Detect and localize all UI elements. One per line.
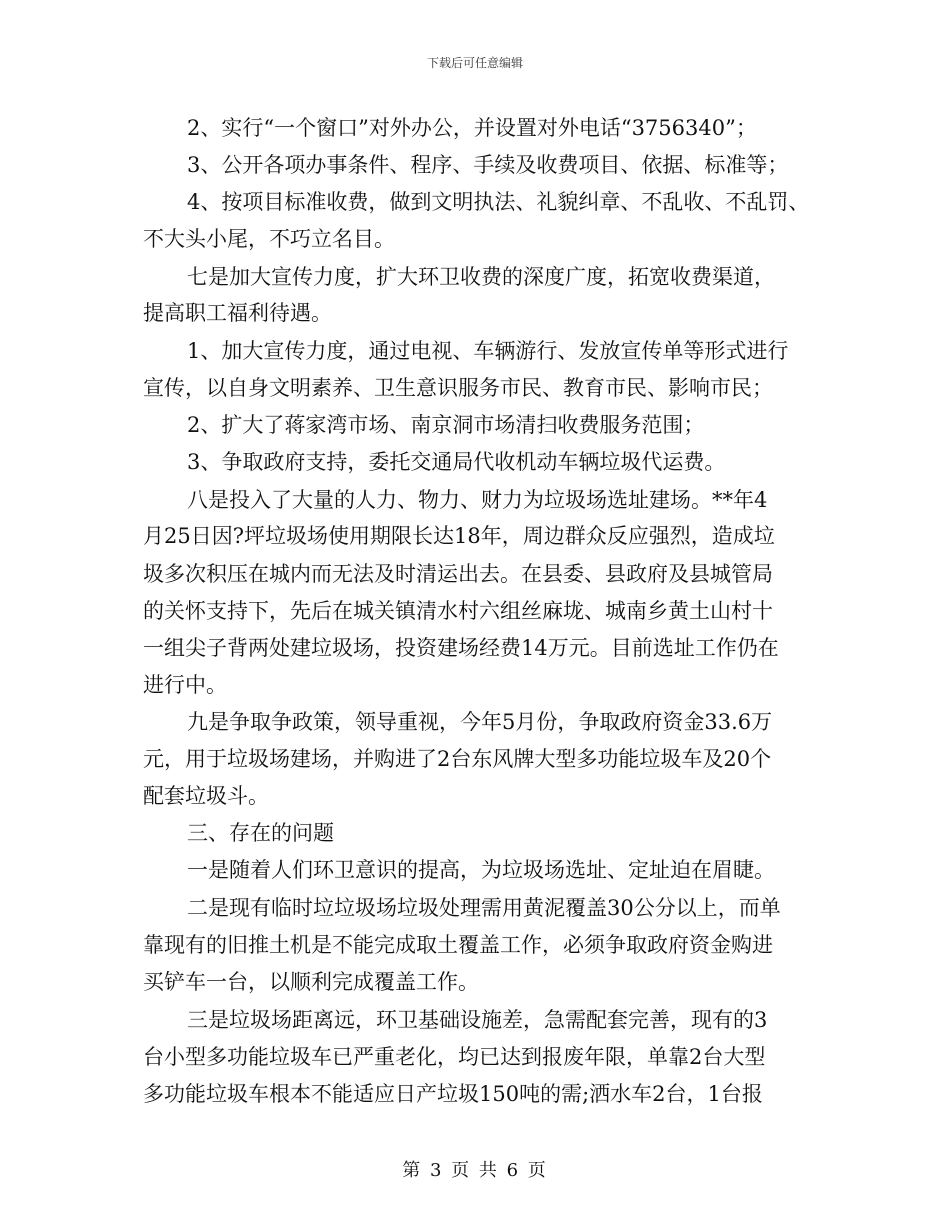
paragraph-line: 二是现有临时垃垃圾场垃圾处理需用黄泥覆盖30公分以上，而单 [187,896,781,920]
paragraph-line: 七是加大宣传力度，扩大环卫收费的深度广度，拓宽收费渠道， [187,265,775,289]
paragraph-line: 2、扩大了蒋家湾市场、南京洞市场清扫收费服务范围； [187,413,705,437]
paragraph-line: 买铲车一台，以顺利完成覆盖工作。 [143,970,479,994]
paragraph-line: 不大头小尾，不巧立名目。 [143,227,395,251]
paragraph-line: 2、实行“一个窗口”对外办公，并设置对外电话“3756340”； [187,116,757,140]
paragraph-line: 月25日因?坪垃圾场使用期限长达18年，周边群众反应强烈，造成垃 [143,524,775,548]
paragraph-line: 3、争取政府支持，委托交通局代收机动车辆垃圾代运费。 [187,450,726,474]
paragraph-line: 八是投入了大量的人力、物力、财力为垃圾场选址建场。**年4 [187,488,768,512]
paragraph-line: 的关怀支持下，先后在城关镇清水村六组丝麻垅、城南乡黄土山村十 [143,599,773,623]
paragraph-line: 靠现有的旧推土机是不能完成取土覆盖工作，必须争取政府资金购进 [143,933,773,957]
paragraph-line: 一组尖子背两处建垃圾场，投资建场经费14万元。目前选址工作仍在 [143,636,779,660]
page-header: 下载后可任意编辑 [426,56,523,70]
paragraph-line: 三是垃圾场距离远，环卫基础设施差，急需配套完善，现有的3 [187,1008,768,1032]
paragraph-line: 配套垃圾斗。 [143,784,269,808]
page-number-footer: 第 3 页 共 6 页 [402,1160,548,1181]
paragraph-line: 九是争取争政策，领导重视，今年5月份，争取政府资金33.6万 [187,710,773,734]
paragraph-line: 4、按项目标准收费，做到文明执法、礼貌纠章、不乱收、不乱罚、 [187,190,810,214]
paragraph-line: 提高职工福利待遇。 [143,301,332,325]
paragraph-line: 元，用于垃圾场建场，并购进了2台东风牌大型多功能垃圾车及20个 [143,747,772,771]
paragraph-line: 进行中。 [143,673,227,697]
paragraph-line: 3、公开各项办事条件、程序、手续及收费项目、依据、标准等； [187,153,789,177]
section-heading: 三、存在的问题 [187,821,334,845]
paragraph-line: 宣传，以自身文明素养、卫生意识服务市民、教育市民、影响市民； [143,376,773,400]
paragraph-line: 1、加大宣传力度，通过电视、车辆游行、发放宣传单等形式进行 [187,339,789,363]
paragraph-line: 圾多次积压在城内而无法及时清运出去。在县委、县政府及县城管局 [143,562,773,586]
paragraph-line: 多功能垃圾车根本不能适应日产垃圾150吨的需;洒水车2台，1台报 [143,1082,763,1106]
paragraph-line: 台小型多功能垃圾车已严重老化，均已达到报废年限，单靠2台大型 [143,1045,766,1069]
paragraph-line: 一是随着人们环卫意识的提高，为垃圾场选址、定址迫在眉睫。 [187,858,775,882]
